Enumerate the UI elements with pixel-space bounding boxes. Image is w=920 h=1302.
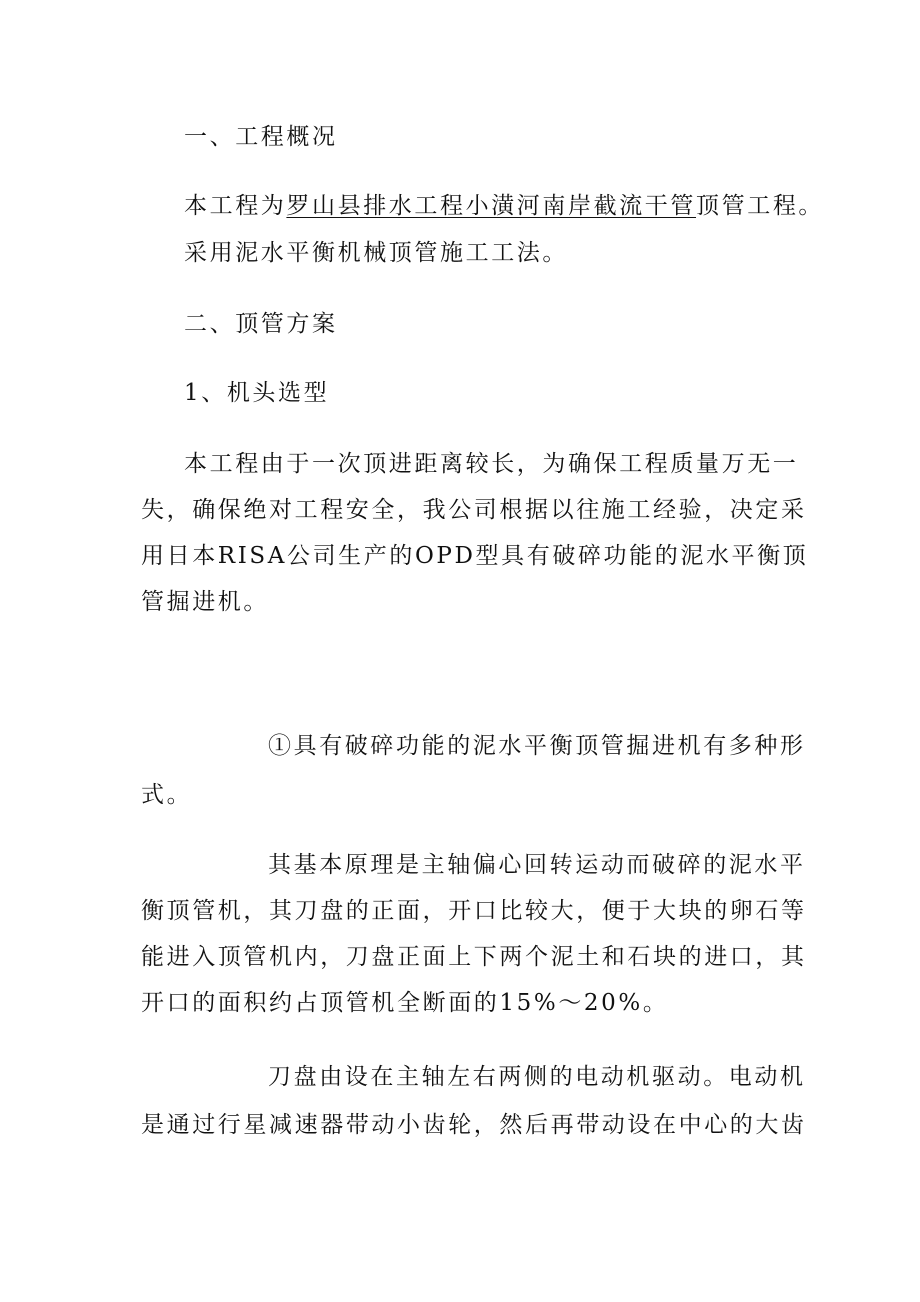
- principle-line-3: 能进入顶管机内，刀盘正面上下两个泥土和石块的进口，其: [141, 944, 807, 970]
- overview-suffix: 顶管工程。: [696, 193, 825, 219]
- selection-line-3: 用日本RISA公司生产的OPD型具有破碎功能的泥水平衡顶: [141, 543, 809, 569]
- project-name: 罗山县排水工程小潢河南岸截流干管: [286, 193, 697, 219]
- forms-line-1: ①具有破碎功能的泥水平衡顶管掘进机有多种形: [268, 733, 806, 759]
- overview-prefix: 本工程为: [184, 193, 287, 219]
- selection-line-2: 失，确保绝对工程安全，我公司根据以往施工经验，决定采: [141, 497, 807, 523]
- overview-line-1: [184, 191, 844, 221]
- overview-line-2: 采用泥水平衡机械顶管施工工法。: [184, 240, 568, 266]
- forms-line-2: 式。: [141, 782, 193, 808]
- principle-line-4: 开口的面积约占顶管机全断面的15%～20%。: [141, 990, 669, 1016]
- section-heading-overview: 一、工程概况: [184, 124, 338, 150]
- cutter-line-2: 是通过行星减速器带动小齿轮，然后再带动设在中心的大齿: [141, 1112, 807, 1138]
- principle-line-2: 衡顶管机，其刀盘的正面，开口比较大，便于大块的卵石等: [141, 898, 807, 924]
- cutter-line-1: 刀盘由设在主轴左右两侧的电动机驱动。电动机: [268, 1064, 806, 1090]
- subheading-machine-selection: 1、机头选型: [184, 380, 330, 406]
- principle-line-1: 其基本原理是主轴偏心回转运动而破碎的泥水平: [268, 852, 806, 878]
- section-heading-pipe-jacking: 二、顶管方案: [184, 311, 338, 337]
- selection-line-1: 本工程由于一次顶进距离较长，为确保工程质量万无一: [184, 451, 799, 477]
- selection-line-4: 管掘进机。: [141, 589, 269, 615]
